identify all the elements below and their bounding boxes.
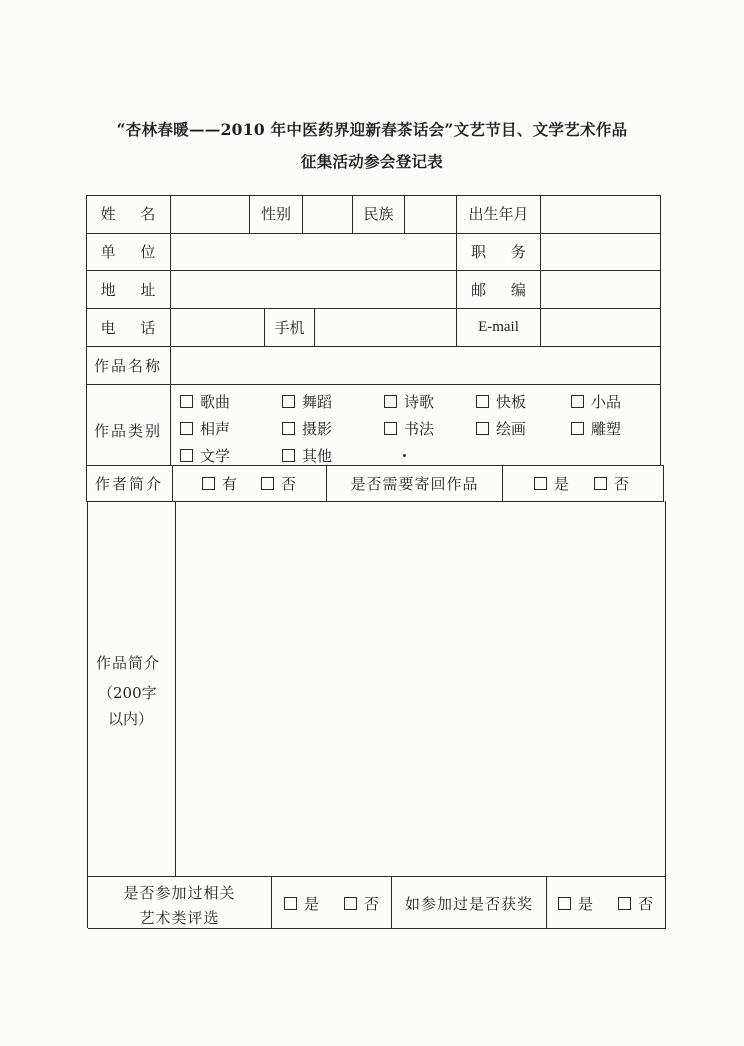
return-work-yes-option[interactable] <box>534 475 569 493</box>
category-option-label: 小品 <box>591 393 622 411</box>
category-option[interactable] <box>282 420 332 438</box>
participated-no-label: 否 <box>364 895 380 913</box>
unit-label: 单 位 <box>100 243 166 261</box>
category-option[interactable] <box>384 420 434 438</box>
return-work-label: 是否需要寄回作品 <box>350 475 479 493</box>
author-intro-no-label: 否 <box>281 475 297 493</box>
category-option[interactable] <box>180 393 230 411</box>
ethnicity-label: 民族 <box>363 205 394 223</box>
checkbox-icon <box>261 477 274 490</box>
category-option-label: 诗歌 <box>404 393 435 411</box>
checkbox-icon <box>202 477 215 490</box>
table-line <box>86 384 661 385</box>
checkbox-icon <box>282 395 295 408</box>
category-option-label: 相声 <box>200 420 231 438</box>
category-option[interactable] <box>282 447 332 465</box>
postcode-field[interactable] <box>541 271 660 308</box>
return-work-no-label: 否 <box>614 475 630 493</box>
category-option[interactable] <box>180 447 230 465</box>
category-option-label: 快板 <box>496 393 527 411</box>
checkbox-icon <box>282 422 295 435</box>
category-label: 作品类别 <box>93 422 162 440</box>
checkbox-icon <box>180 449 193 462</box>
table-line <box>271 876 272 928</box>
postcode-label: 邮 编 <box>471 281 536 299</box>
checkbox-icon <box>534 477 547 490</box>
category-option[interactable] <box>180 420 230 438</box>
phone-label: 电 话 <box>100 319 166 337</box>
award-label: 如参加过是否获奖 <box>404 895 533 913</box>
ethnicity-field[interactable] <box>405 196 456 233</box>
table-line <box>502 465 503 501</box>
table-line <box>665 501 666 928</box>
checkbox-icon <box>594 477 607 490</box>
table-line <box>172 465 173 501</box>
participated-no-option[interactable] <box>344 895 379 913</box>
author-intro-yes-option[interactable] <box>202 475 237 493</box>
email-label: E-mail <box>478 319 519 335</box>
author-intro-no-option[interactable] <box>261 475 296 493</box>
work-intro-textarea[interactable] <box>176 502 665 876</box>
award-yes-option[interactable] <box>558 895 593 913</box>
participated-label-line2: 艺术类评选 <box>139 909 220 927</box>
work-intro-label-1: 作品简介 <box>96 654 161 672</box>
category-option[interactable] <box>476 420 526 438</box>
checkbox-icon <box>384 422 397 435</box>
category-option-label: 雕塑 <box>591 420 622 438</box>
participated-yes-label: 是 <box>304 895 320 913</box>
unit-field[interactable] <box>171 234 456 270</box>
table-line <box>88 876 666 877</box>
position-field[interactable] <box>541 234 660 270</box>
table-line <box>86 195 87 501</box>
work-name-field[interactable] <box>171 347 660 384</box>
work-name-label: 作品名称 <box>93 357 162 375</box>
participated-yes-option[interactable] <box>284 895 319 913</box>
award-no-label: 否 <box>638 895 654 913</box>
return-work-no-option[interactable] <box>594 475 629 493</box>
category-option-label: 摄影 <box>302 420 333 438</box>
address-field[interactable] <box>171 271 456 308</box>
mobile-label: 手机 <box>274 319 305 337</box>
category-option[interactable] <box>384 393 434 411</box>
phone-field[interactable] <box>171 309 264 346</box>
category-option[interactable] <box>571 420 621 438</box>
category-option-label: 舞蹈 <box>302 393 333 411</box>
category-option-label: 书法 <box>404 420 435 438</box>
work-intro-label-2: （200字 <box>98 684 157 702</box>
award-no-option[interactable] <box>618 895 653 913</box>
birth-date-label: 出生年月 <box>468 205 529 223</box>
checkbox-icon <box>284 897 297 910</box>
participated-label-line1: 是否参加过相关 <box>123 884 236 902</box>
checkbox-icon <box>282 449 295 462</box>
checkbox-icon <box>476 422 489 435</box>
award-yes-label: 是 <box>578 895 594 913</box>
position-label: 职 务 <box>471 243 536 261</box>
table-line <box>88 928 666 929</box>
checkbox-icon <box>180 395 193 408</box>
return-work-yes-label: 是 <box>554 475 570 493</box>
form-title-line1: “杏林春暖——2010 年中医药界迎新春茶话会”文艺节目、文学艺术作品 <box>116 120 628 139</box>
category-option[interactable] <box>282 393 332 411</box>
work-intro-label-3: 以内） <box>108 710 154 728</box>
author-intro-label: 作者简介 <box>94 475 163 493</box>
table-line <box>87 501 88 928</box>
table-line <box>660 195 661 465</box>
birth-date-field[interactable] <box>541 196 660 233</box>
email-field[interactable] <box>541 309 660 346</box>
checkbox-icon <box>558 897 571 910</box>
table-line <box>663 465 664 501</box>
category-option-label: 文学 <box>200 447 231 465</box>
checkbox-icon <box>571 422 584 435</box>
name-label: 姓 名 <box>100 205 166 223</box>
category-option-label: 绘画 <box>496 420 527 438</box>
form-title-line2: 征集活动参会登记表 <box>300 152 444 171</box>
checkbox-icon <box>180 422 193 435</box>
checkbox-icon <box>476 395 489 408</box>
category-option-label: 其他 <box>302 447 333 465</box>
address-label: 地 址 <box>100 281 166 299</box>
checkbox-icon <box>618 897 631 910</box>
stray-dot <box>403 454 406 457</box>
name-field[interactable] <box>171 196 249 233</box>
table-line <box>546 876 547 928</box>
gender-label: 性别 <box>260 205 291 223</box>
mobile-field[interactable] <box>315 309 456 346</box>
author-intro-yes-label: 有 <box>222 475 238 493</box>
category-option-label: 歌曲 <box>200 393 231 411</box>
category-option[interactable] <box>571 393 621 411</box>
checkbox-icon <box>344 897 357 910</box>
gender-field[interactable] <box>303 196 352 233</box>
checkbox-icon <box>571 395 584 408</box>
category-option[interactable] <box>476 393 526 411</box>
checkbox-icon <box>384 395 397 408</box>
